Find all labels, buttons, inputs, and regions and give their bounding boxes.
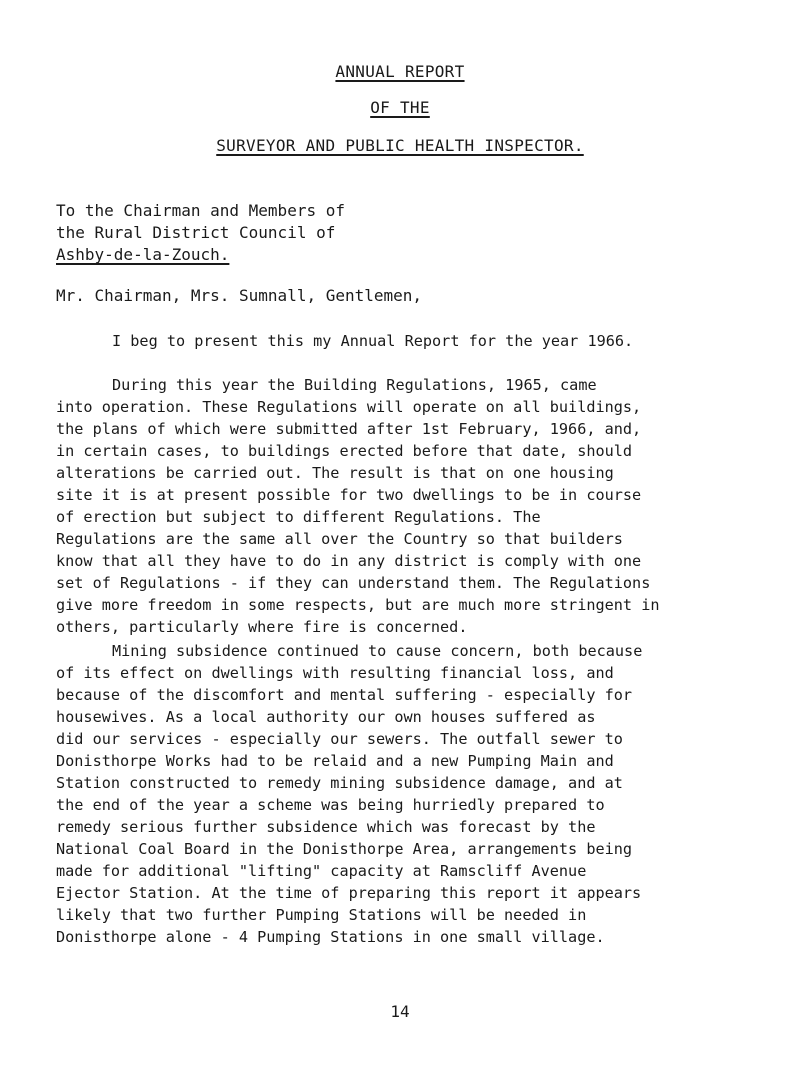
report-title xyxy=(0,62,800,81)
paragraph-line: Donisthorpe Works had to be relaid and a new Pumping Main and xyxy=(56,752,614,770)
paragraph-line: National Coal Board in the Donisthorpe Area, arrangements being xyxy=(56,840,633,858)
paragraph-line: did our services - especially our sewers. The outfall sewer to xyxy=(56,730,623,748)
paragraph-line: the plans of which were submitted after 1st February, 1966, and, xyxy=(56,420,642,438)
paragraph-line: because of the discomfort and mental suffering - especially for xyxy=(56,686,633,704)
paragraph-line: Station constructed to remedy mining subsidence damage, and at xyxy=(56,774,623,792)
intro-paragraph xyxy=(56,330,796,352)
paragraph-line: of its effect on dwellings with resulting financial loss, and xyxy=(56,664,614,682)
paragraph-line: site it is at present possible for two dwellings to be in course xyxy=(56,486,642,504)
paragraph-line: others, particularly where fire is concerned. xyxy=(56,618,468,636)
paragraph-line: made for additional "lifting" capacity at Ramscliff Avenue xyxy=(56,862,587,880)
paragraph-line: Ejector Station. At the time of preparing this report it appears xyxy=(56,884,642,902)
paragraph-line: give more freedom in some respects, but are much more stringent in xyxy=(56,596,660,614)
addressee-line: the Rural District Council of xyxy=(56,223,336,242)
paragraph-line: into operation. These Regulations will operate on all buildings, xyxy=(56,398,642,416)
paragraph-line: alterations be carried out. The result is that on one housing xyxy=(56,464,614,482)
mining-subsidence-paragraph xyxy=(56,640,796,948)
addressee-block xyxy=(56,200,345,266)
paragraph-line: Mining subsidence continued to cause concern, both because xyxy=(112,642,643,660)
paragraph-line: likely that two further Pumping Stations will be needed in xyxy=(56,906,587,924)
report-role-heading xyxy=(0,136,800,155)
paragraph-line: in certain cases, to buildings erected before that date, should xyxy=(56,442,633,460)
paragraph-line: I beg to present this my Annual Report for the year 1966. xyxy=(112,332,634,350)
paragraph-line: remedy serious further subsidence which was forecast by the xyxy=(56,818,596,836)
salutation: Mr. Chairman, Mrs. Sumnall, Gentlemen, xyxy=(56,286,423,305)
page-number: 14 xyxy=(390,1002,410,1021)
paragraph-line: of erection but subject to different Regulations. The xyxy=(56,508,541,526)
addressee-line: Ashby-de-la-Zouch. xyxy=(56,245,230,264)
report-subtitle-text: OF THE xyxy=(370,98,430,117)
building-regulations-paragraph xyxy=(56,374,796,638)
paragraph-line: set of Regulations - if they can understand them. The Regulations xyxy=(56,574,651,592)
paragraph-line: know that all they have to do in any district is comply with one xyxy=(56,552,642,570)
paragraph-line: housewives. As a local authority our own houses suffered as xyxy=(56,708,596,726)
paragraph-line: Donisthorpe alone - 4 Pumping Stations in one small village. xyxy=(56,928,605,946)
paragraph-line: Regulations are the same all over the Country so that builders xyxy=(56,530,623,548)
report-role-text: SURVEYOR AND PUBLIC HEALTH INSPECTOR. xyxy=(216,136,584,155)
addressee-line: To the Chairman and Members of xyxy=(56,201,345,220)
paragraph-line: the end of the year a scheme was being hurriedly prepared to xyxy=(56,796,605,814)
report-subtitle xyxy=(0,98,800,117)
paragraph-line: During this year the Building Regulations, 1965, came xyxy=(112,376,597,394)
report-title-text: ANNUAL REPORT xyxy=(335,62,465,81)
